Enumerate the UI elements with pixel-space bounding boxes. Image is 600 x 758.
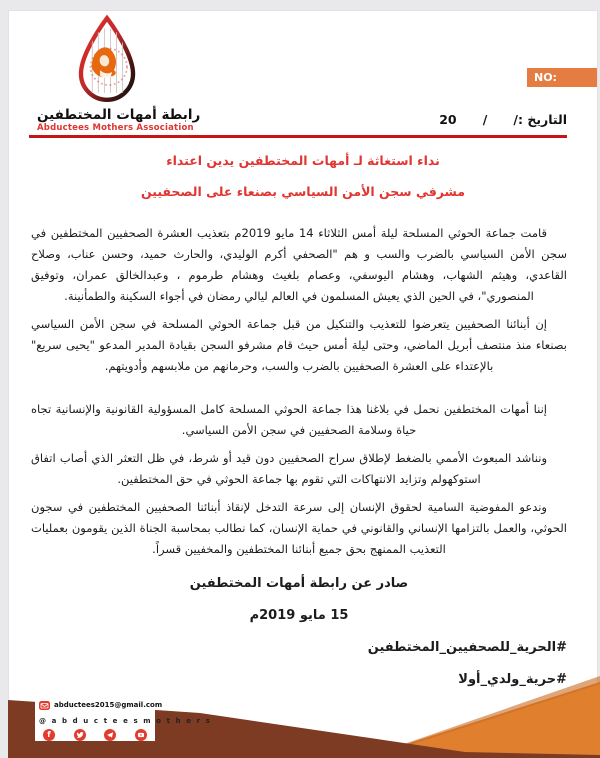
document-page: [8, 10, 598, 758]
date-label: التاريخ :: [517, 112, 567, 127]
youtube-icon: [135, 729, 147, 741]
header-divider: [29, 135, 567, 138]
telegram-icon: [104, 729, 116, 741]
statement-body: [31, 223, 567, 690]
paragraph-5: وندعو المفوضية السامية لحقوق الإنسان إلى سرعة التدخل لإنقاذ أبنائنا الصحفيين المختطفين في سجون الحوثي، والعمل بالتزامها الإنساني والقانوني في حماية الإنسان، كما نطالب بمحاسبة الجناة الذين يقومون بعمليات التعذيب الممنهج بحق جميع أبنائنا المختطفين والمخفيين قسراً.: [31, 500, 567, 556]
document-number-box: NO:: [527, 68, 597, 87]
statement-title-line2: مشرفي سجن الأمن السياسي بصنعاء على الصحفيين: [140, 184, 466, 199]
contact-email: abductees2015@gmail.com: [54, 700, 163, 709]
org-brand-block: [37, 13, 201, 133]
social-icons-row: [39, 729, 151, 741]
statement-title: [9, 145, 597, 207]
facebook-icon: f: [43, 729, 55, 741]
paragraph-4: ونناشد المبعوث الأممي بالضغط لإطلاق سراح الصحفيين دون قيد أو شرط، في ظل التعثر الذي أصاب اتفاق استوكهولم وتزايد الانتهاكات التي تقوم بها جماعة الحوثي في حق المختطفين.: [31, 451, 547, 486]
envelope-icon: [39, 695, 50, 714]
paragraph-3: إننا أمهات المختطفين نحمل في بلاغنا هذا جماعة الحوثي المسلحة كامل المسؤولية القانونية والإنسانية تجاه حياة وسلامة الصحفيين في سجن الأمن السياسي.: [31, 402, 547, 437]
footer-contact-card: [35, 692, 212, 741]
date-value: / / 20: [439, 112, 518, 127]
issued-by-line: صادر عن رابطة أمهات المختطفين: [189, 576, 409, 591]
paragraph-2: إن أبنائنا الصحفيين يتعرضوا للتعذيب والتنكيل من قبل جماعة الحوثي المسلحة في سجن الأمن السياسي بصنعاء منذ منتصف أبريل الماضي، وحتى ليلة أمس حيث قام مشرفو السجن بقيادة المدير المدعو "يحيى سريع" بالإعتداء على العشرة الصحفيين بالضرب والسب، وحرمانهم من ملابسهم وأدويتهم.: [31, 317, 567, 373]
social-handle: @ a b d u c t e e s m o t h e r s: [39, 717, 212, 725]
hashtag-free-journalists: #الحرية_للصحفيين_المختطفين: [367, 640, 567, 655]
statement-title-line1: نداء استغاثة لـ أمهات المختطفين يدين اعتداء: [166, 153, 440, 168]
hashtag-my-son-freedom-first: #حرية_ولدي_أولا: [458, 672, 567, 687]
twitter-icon: [74, 729, 86, 741]
paragraph-1: قامت جماعة الحوثي المسلحة ليلة أمس الثلاثاء 14 مايو 2019م بتعذيب العشرة الصحفيين المختطفين في سجن الأمن السياسي بالضرب والسب و هم "الصحفي أكرم الوليدي، والحارث حميد، وحسن عناب، وصلاح القاعدي، وهيثم الشهاب، وهشام اليوسفي، وعصام بلغيث وهشام طرموم ، وعبدالخالق عمران، وتوفيق المنصوري"، في الحين الذي يعيش المسلمون في العالم ليالي رمضان في أجواء السكينة والطمأنينة.: [31, 226, 567, 303]
issue-date-line: 15 مايو 2019م: [249, 608, 349, 623]
org-name-arabic: رابطة أمهات المختطفين: [37, 107, 201, 123]
org-name-english: Abductees Mothers Association: [37, 123, 194, 133]
date-line: [439, 112, 567, 127]
